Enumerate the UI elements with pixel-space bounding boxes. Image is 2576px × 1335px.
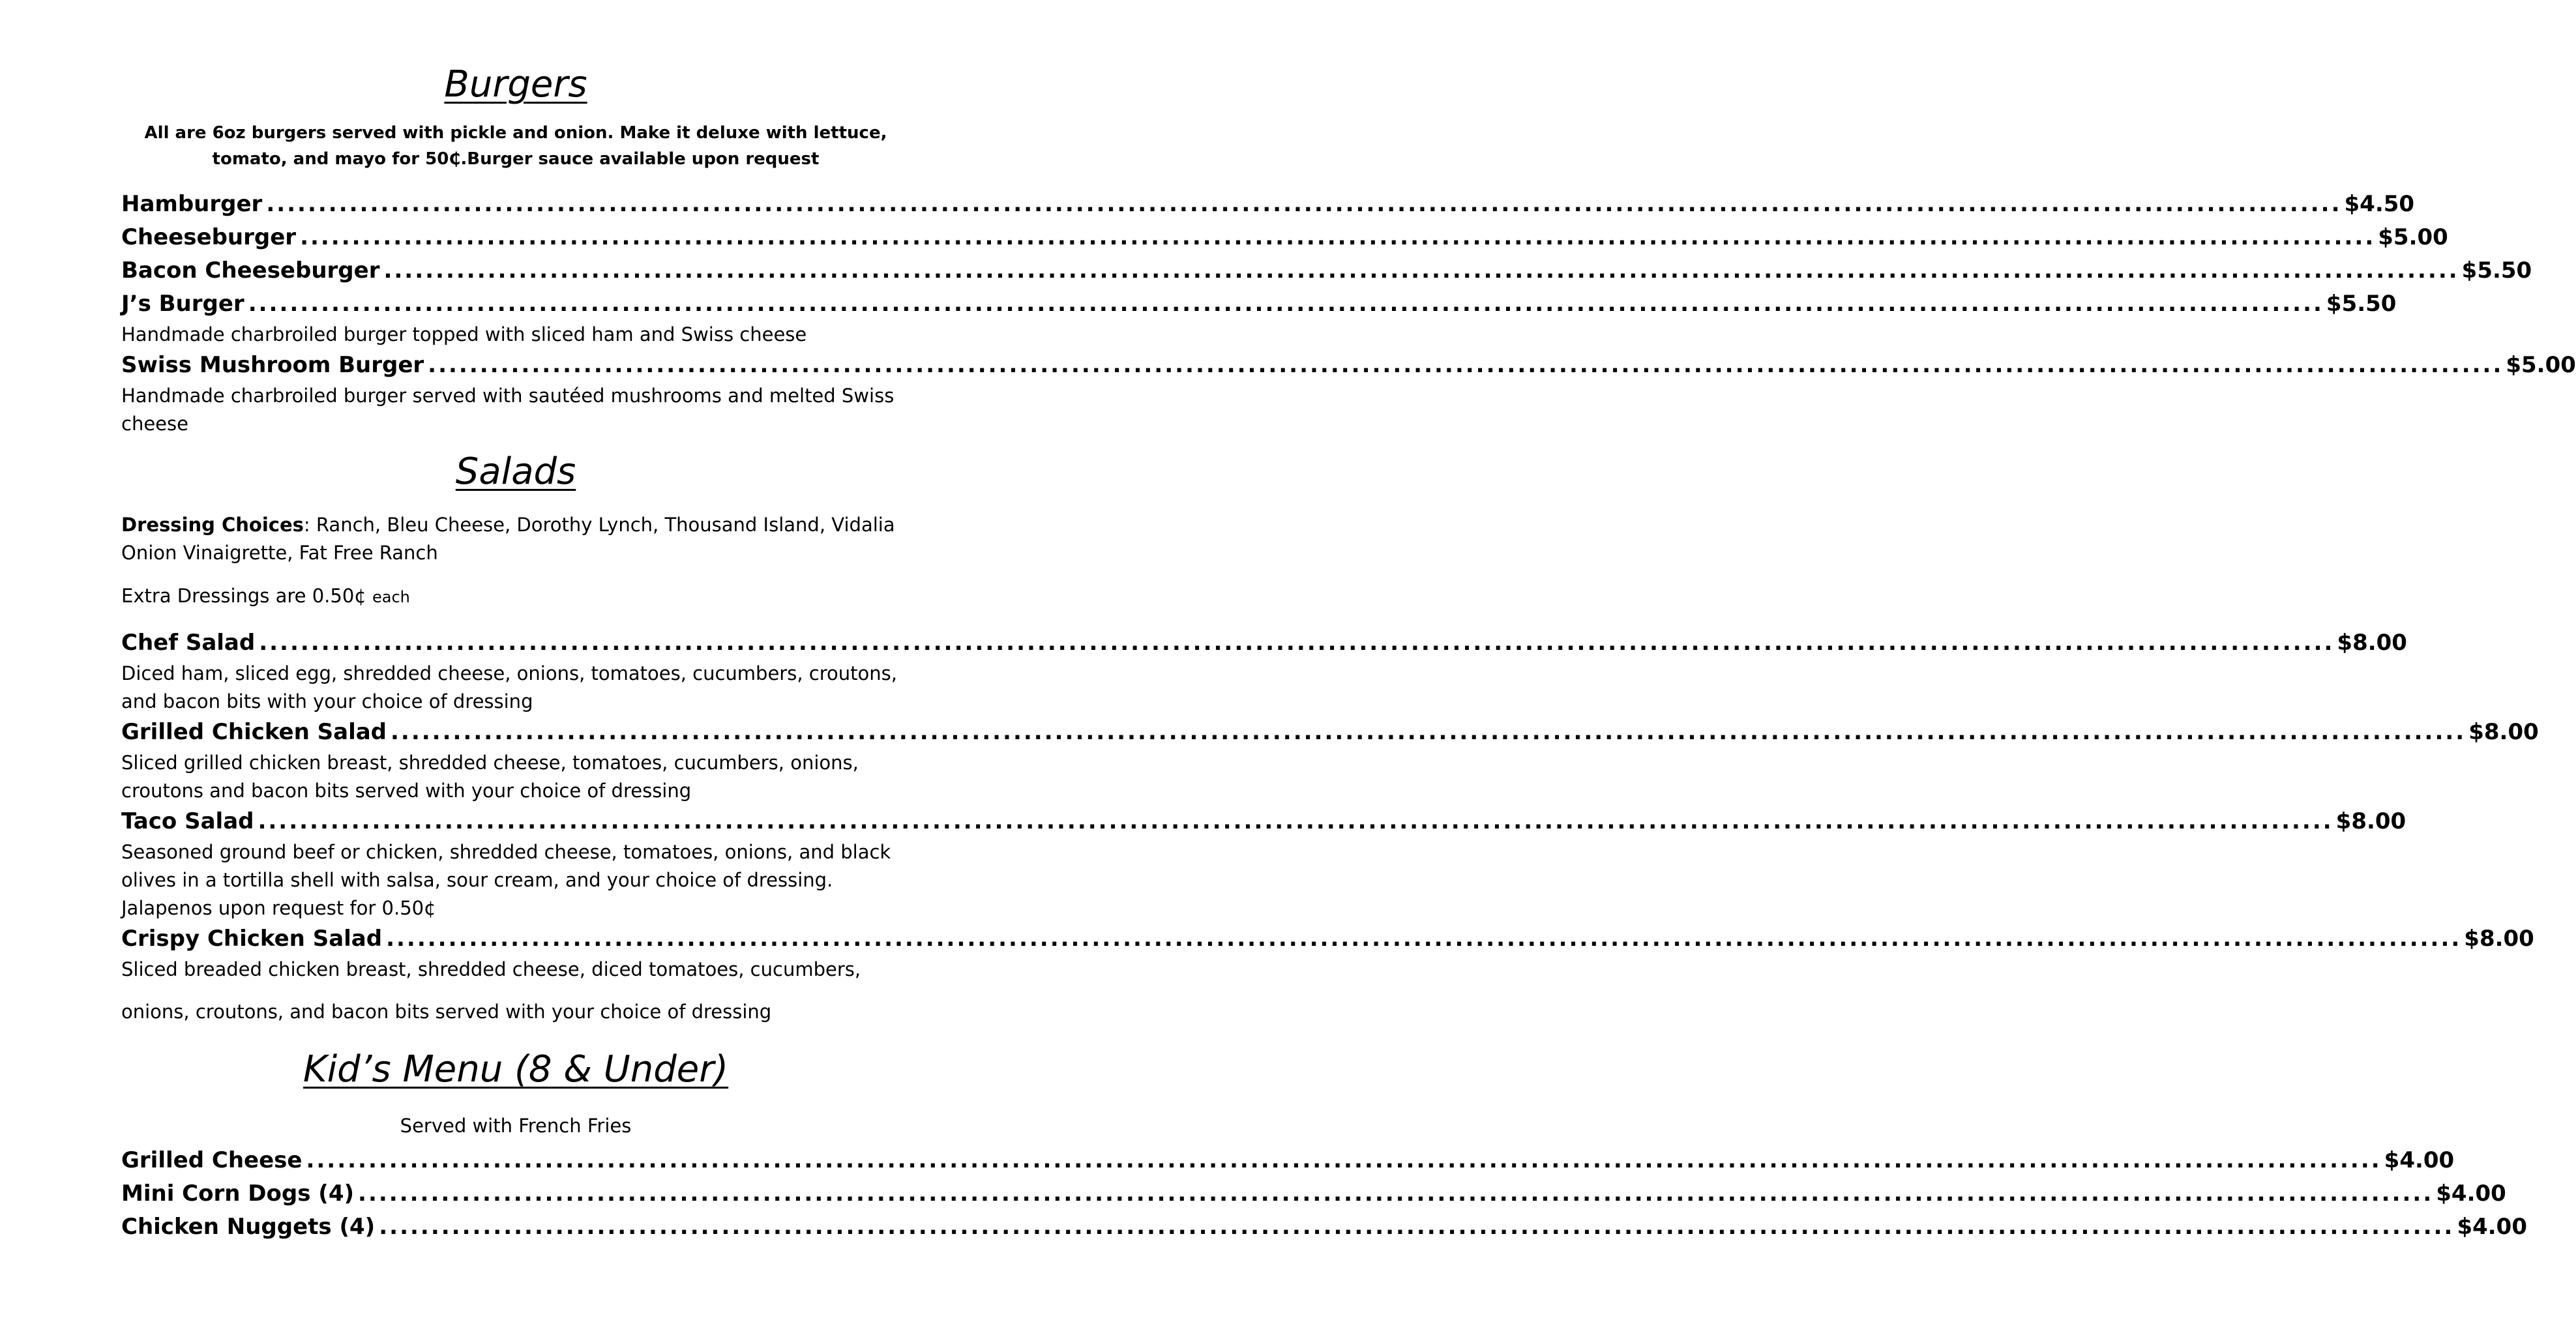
kids-menu-title: Kid’s Menu (8 & Under) (303, 1048, 729, 1091)
item-price: $4.50 (2344, 191, 2415, 217)
leader-dots: ........................................................................................................................................................................................................ (428, 352, 2504, 378)
leader-dots: ........................................................................................................................................................................................................ (358, 1181, 2434, 1207)
menu-page (121, 59, 2576, 1244)
kids-served-note: Served with French Fries (400, 1115, 632, 1137)
burgers-title: Burgers (444, 63, 587, 106)
item-name: Mini Corn Dogs (4) (121, 1181, 355, 1207)
dressing-text: : Ranch, Bleu Cheese, Dorothy Lynch, Thousand Island, Vidalia Onion Vinaigrette, Fat Free Ranch (121, 514, 895, 564)
item-price: $5.50 (2461, 257, 2532, 284)
leader-dots: ........................................................................................................................................................................................................ (391, 719, 2466, 745)
item-name: Grilled Chicken Salad (121, 719, 387, 745)
item-name: Grilled Cheese (121, 1147, 303, 1173)
leader-dots: ........................................................................................................................................................................................................ (266, 191, 2342, 217)
item-description: Handmade charbroiled burger topped with sliced ham and Swiss cheese (121, 323, 807, 345)
item-price: $8.00 (2335, 808, 2406, 834)
item-description: Sliced grilled chicken breast, shredded cheese, tomatoes, cucumbers, onions, croutons and bacon bits served with your choice of dressing (121, 752, 859, 802)
leader-dots: ........................................................................................................................................................................................................ (258, 808, 2333, 834)
item-name: Taco Salad (121, 808, 254, 834)
menu-item-swiss-mushroom-burger (121, 349, 2576, 382)
item-price: $8.00 (2464, 926, 2534, 952)
item-description: Sliced breaded chicken breast, shredded cheese, diced tomatoes, cucumbers, (121, 958, 861, 980)
burgers-intro-line1: All are 6oz burgers served with pickle and onion. Make it deluxe with lettuce, (144, 123, 887, 143)
leader-dots: ........................................................................................................................................................................................................ (300, 224, 2376, 250)
item-price: $5.00 (2506, 352, 2576, 378)
extra-text: Extra Dressings are 0.50¢ (121, 585, 366, 607)
item-description: Seasoned ground beef or chicken, shredded cheese, tomatoes, onions, and black olives in a tortilla shell with salsa, sour cream, and your choice of dressing. Jalapenos upon request for 0.50¢ (121, 841, 891, 919)
leader-dots: ........................................................................................................................................................................................................ (259, 630, 2335, 656)
item-price: $5.00 (2378, 224, 2448, 250)
menu-item-chef-salad (121, 626, 2407, 660)
item-name: Chef Salad (121, 630, 256, 656)
menu-item-mini-corn-dogs (121, 1177, 2506, 1210)
leader-dots: ........................................................................................................................................................................................................ (383, 257, 2459, 284)
item-description-continued: onions, croutons, and bacon bits served with your choice of dressing (121, 1001, 772, 1023)
leader-dots: ........................................................................................................................................................................................................ (306, 1147, 2382, 1173)
menu-item-grilled-cheese (121, 1144, 2455, 1177)
item-description: Diced ham, sliced egg, shredded cheese, onions, tomatoes, cucumbers, croutons, and bacon bits with your choice of dressing (121, 662, 897, 712)
menu-item-cheeseburger (121, 221, 2448, 254)
item-name: J’s Burger (121, 291, 244, 317)
item-name: Hamburger (121, 191, 263, 217)
menu-item-bacon-cheeseburger (121, 254, 2532, 287)
dressing-label: Dressing Choices (121, 514, 304, 536)
menu-item-chicken-nuggets (121, 1210, 2527, 1244)
menu-item-crispy-chicken-salad (121, 922, 2534, 956)
burgers-intro (121, 120, 910, 172)
item-price: $4.00 (2457, 1214, 2527, 1240)
item-name: Bacon Cheeseburger (121, 257, 380, 284)
item-name: Swiss Mushroom Burger (121, 352, 424, 378)
item-price: $4.00 (2436, 1181, 2506, 1207)
extra-dressings (121, 582, 910, 611)
item-name: Cheeseburger (121, 224, 297, 250)
item-price: $8.00 (2468, 719, 2539, 745)
leader-dots: ........................................................................................................................................................................................................ (379, 1214, 2455, 1240)
item-name: Crispy Chicken Salad (121, 926, 383, 952)
item-price: $5.50 (2326, 291, 2397, 317)
item-name: Chicken Nuggets (4) (121, 1214, 376, 1240)
menu-item-grilled-chicken-salad (121, 716, 2539, 749)
menu-item-js-burger (121, 287, 2397, 321)
leader-dots: ........................................................................................................................................................................................................ (248, 291, 2324, 317)
menu-item-taco-salad (121, 805, 2406, 838)
item-price: $8.00 (2337, 630, 2407, 656)
leader-dots: ........................................................................................................................................................................................................ (386, 926, 2462, 952)
item-description: Handmade charbroiled burger served with sautéed mushrooms and melted Swiss cheese (121, 385, 895, 435)
extra-each: each (372, 588, 410, 606)
burgers-intro-line2: tomato, and mayo for 50₵.Burger sauce available upon request (212, 149, 820, 169)
item-price: $4.00 (2384, 1147, 2455, 1173)
menu-item-hamburger (121, 188, 2415, 221)
salads-title: Salads (455, 450, 576, 493)
dressing-choices (121, 511, 910, 567)
